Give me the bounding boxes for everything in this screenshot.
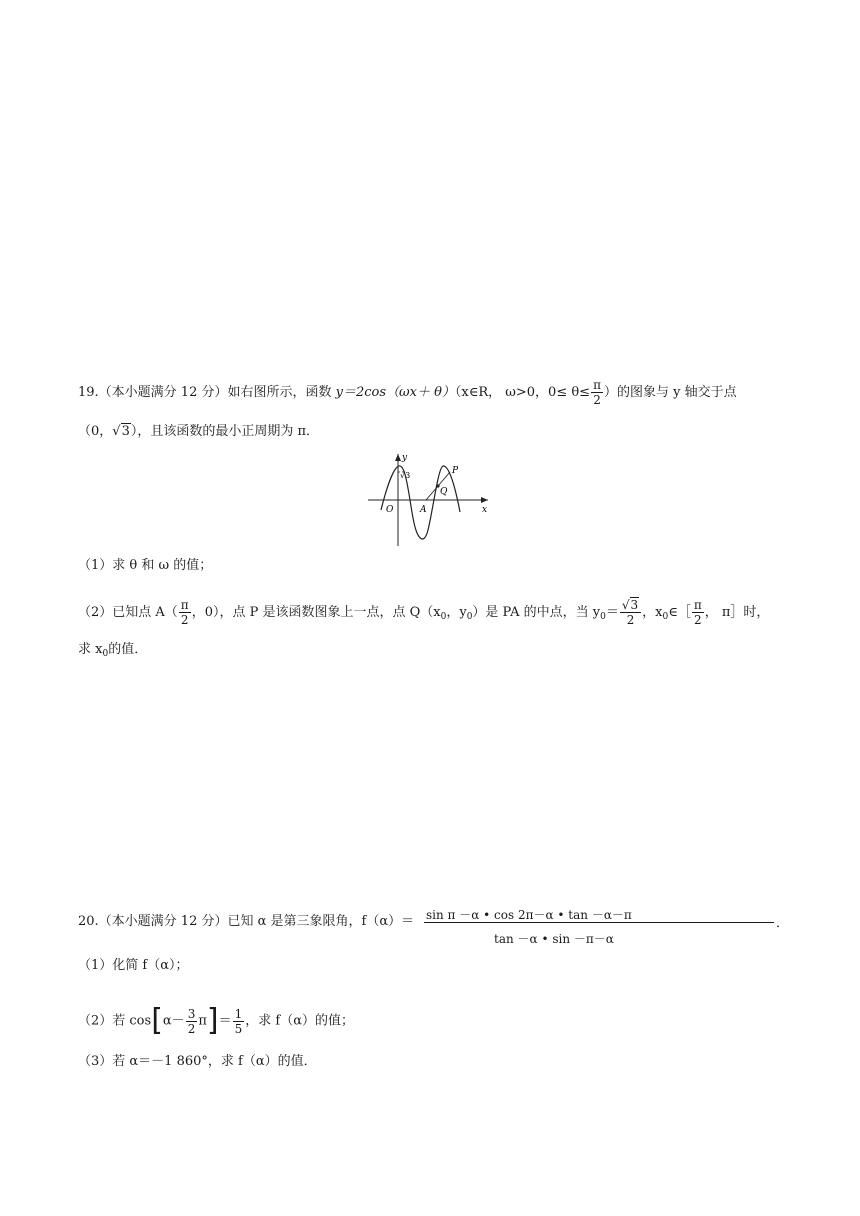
q20-period: ． (776, 916, 790, 931)
point-p-label: P (452, 466, 459, 476)
q19-pi-over-2: $\frac{\pi}{2}$ (593, 378, 601, 407)
q20-part1: （1）化简 f（α）； (78, 958, 189, 973)
pi-over-2-interval: $\frac{\pi}{2}$ (693, 598, 702, 627)
point-a-label: A (420, 505, 427, 515)
sqrt3-tick-label: √3 (400, 471, 411, 480)
sqrt3-over-2: $\frac{√3}{2}$ (620, 598, 641, 627)
q19-part2: （2）已知点 A（ $\frac{\pi}{2}$ ，0），点 P 是该函数图象上一点，点 $Q(x_0$，$y_0$）是 PA 的中点，当 $y_0=$ $\frac{√3}{2}$ ，$x_0\in[$ $\frac{\pi}{2}$ ， π］时， (78, 598, 770, 627)
origin-label: O (386, 505, 394, 515)
q19-function: y＝2cos（ωx＋ θ） (335, 385, 455, 400)
pi-over-2: $\frac{\pi}{2}$ (180, 598, 189, 627)
q20-part3: （3）若 α＝－1 860°，求 f（α）的值． (78, 1054, 317, 1069)
q19-domain: （x∈R， ω>0，0≤ θ≤ (454, 385, 591, 400)
q20-numerator: sin π －α • cos 2π－α • tan －α－π (426, 908, 632, 922)
x-axis-arrow (481, 497, 488, 503)
y-label: y (402, 453, 408, 463)
q20-fraction-bar (424, 922, 774, 923)
q20-stem: 20.（本小题满分 12 分）已知 α 是第三象限角，f（α）＝ (78, 914, 415, 929)
right-bracket: ] (206, 1003, 219, 1038)
q20-part2: （2）若 cos[α－ $\frac{3}{2}$ π]＝ $\frac{1}{5}$ ，求 f（α）的值； (78, 1003, 354, 1038)
q19-function-graph (364, 450, 494, 548)
q19-part2-last: 求 $x_0$的值． (78, 642, 148, 659)
q19-sqrt3: 3 (121, 424, 130, 439)
q19-stem-line1 (78, 378, 737, 407)
cosine-curve (381, 466, 460, 539)
sqrt-symbol: √ (112, 424, 121, 439)
three-over-two: $\frac{3}{2}$ (187, 1006, 196, 1036)
q19-prefix: 19.（本小题满分 12 分）如右图所示，函数 (78, 385, 336, 400)
q20-denominator: tan －α • sin －π－α (494, 932, 614, 946)
one-over-five: $\frac{1}{5}$ (234, 1006, 243, 1036)
q19-part1: （1）求 θ 和 ω 的值； (78, 558, 213, 573)
x-label: x (482, 505, 488, 515)
q19-suffix: ）的图象与 y 轴交于点 (603, 385, 737, 400)
q19-stem-line2: （0，√3），且该函数的最小正周期为 π． (78, 424, 320, 439)
point-q-label: Q (440, 487, 448, 497)
left-bracket: [ (151, 1003, 163, 1038)
y-axis-arrow (395, 454, 401, 461)
